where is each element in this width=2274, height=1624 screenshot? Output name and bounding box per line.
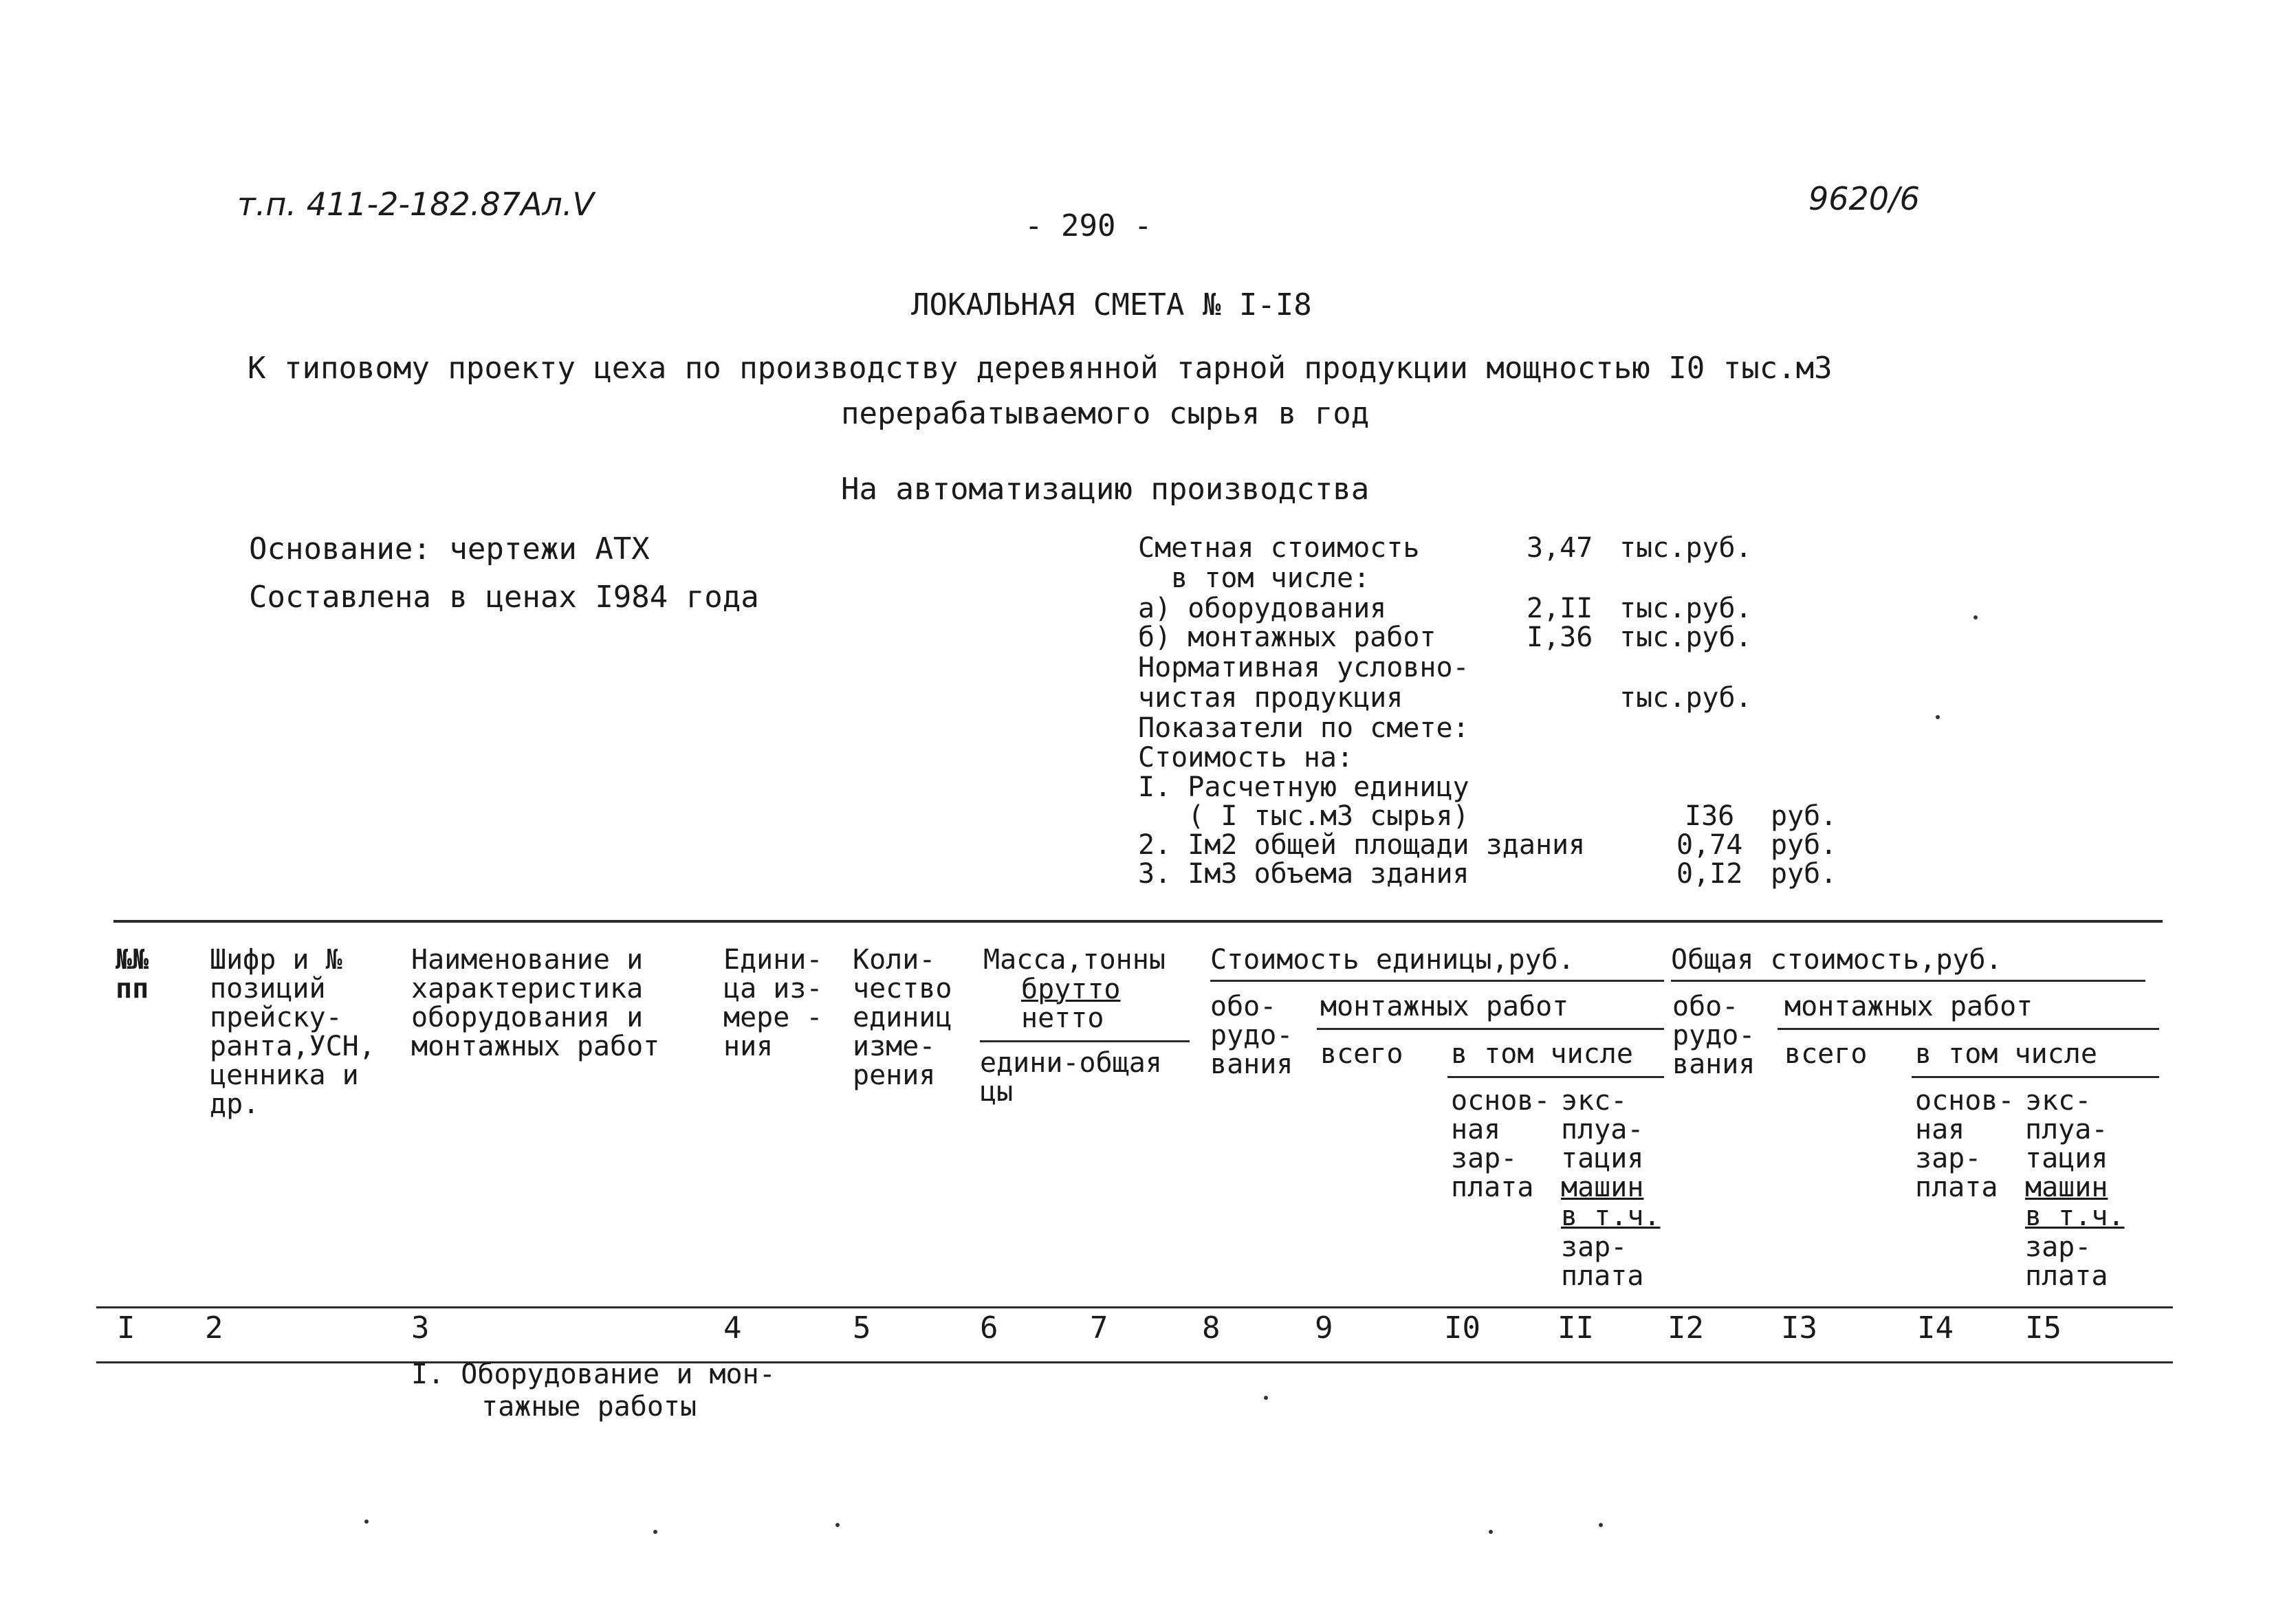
summary-label: а) оборудования [1138, 593, 1387, 624]
column-number: 2 [205, 1310, 223, 1346]
wage-label: зар- плата [1561, 1231, 1644, 1292]
column-number: I3 [1781, 1310, 1817, 1346]
total-label: всего [1320, 1038, 1403, 1070]
scan-speck [653, 1530, 657, 1534]
summary-label: I. Расчетную единицу [1138, 771, 1469, 803]
including-label: в том числе [1915, 1038, 2097, 1070]
summary-label: 2. Iм2 общей площади здания [1138, 829, 1586, 861]
summary-value: 0,74 [1676, 829, 1743, 861]
document-heading: ЛОКАЛЬНАЯ СМЕТА № I-I8 [911, 287, 1312, 322]
base-salary-label: основ- ная зар- плата [1915, 1085, 2015, 1203]
equipment-label: обо- рудо- вания [1672, 991, 1756, 1080]
column-numbers-rule [96, 1361, 2173, 1363]
summary-unit: тыс.руб. [1619, 593, 1752, 624]
including-underline-2 [1912, 1076, 2159, 1078]
incl-wage-label: в т.ч. [2025, 1200, 2125, 1232]
summary-unit: тыс.руб. [1619, 622, 1752, 653]
brutto-label: брутто [1021, 974, 1121, 1005]
col-quantity-header: Коли- чество единиц изме- рения [853, 944, 952, 1091]
scan-speck [1264, 1396, 1268, 1400]
column-number: I5 [2025, 1310, 2062, 1346]
summary-unit: руб. [1771, 829, 1837, 861]
summary-label: в том числе: [1138, 562, 1370, 594]
header-bottom-rule [96, 1306, 2173, 1308]
netto-label: нетто [1021, 1002, 1104, 1034]
column-number: 9 [1315, 1310, 1333, 1346]
project-code: т.п. 411-2-182.87Ал.V [237, 186, 594, 223]
table-top-rule [113, 920, 2163, 923]
scan-speck [1974, 615, 1978, 619]
installation-underline-2 [1778, 1028, 2159, 1030]
mass-divider [980, 1040, 1190, 1042]
basis-foundation: Основание: чертежи АТХ [249, 531, 650, 567]
section-title-line-2: тажные работы [481, 1391, 697, 1423]
subtitle-line-2: перерабатываемого сырья в год [841, 396, 1370, 431]
installation-underline-1 [1317, 1028, 1664, 1030]
summary-unit: тыс.руб. [1619, 682, 1752, 714]
unit-total-label: едини-общая цы [980, 1047, 1162, 1108]
scan-speck [364, 1519, 369, 1524]
subtitle-line-1: К типовому проекту цеха по производству деревянной тарной продукции мощностью I0 тыс.м3 [248, 351, 1833, 386]
column-number: 4 [723, 1310, 742, 1346]
machines-label: машин [2025, 1172, 2108, 1203]
section-heading: На автоматизацию производства [841, 472, 1370, 507]
scan-speck [1599, 1523, 1603, 1527]
column-number: I4 [1917, 1310, 1954, 1346]
machines-label: машин [1561, 1172, 1644, 1203]
basis-prices: Составлена в ценах I984 года [249, 580, 759, 615]
total-label: всего [1784, 1038, 1868, 1070]
column-number: II [1557, 1310, 1594, 1346]
column-number: I [117, 1310, 135, 1346]
summary-label: 3. Iм3 объема здания [1138, 858, 1469, 890]
summary-label: Нормативная условно- [1138, 652, 1469, 683]
summary-unit: руб. [1771, 800, 1837, 832]
page-number: - 290 - [1025, 208, 1152, 243]
column-number: 3 [411, 1310, 430, 1346]
incl-wage-label: в т.ч. [1561, 1200, 1661, 1232]
including-label: в том числе [1451, 1038, 1633, 1070]
summary-label: чистая продукция [1138, 682, 1403, 714]
machine-operation-label: экс- плуа- тация [2025, 1085, 2108, 1174]
column-number: I0 [1444, 1310, 1480, 1346]
machine-operation-label: экс- плуа- тация [1561, 1085, 1644, 1174]
total-cost-underline [1671, 980, 2145, 982]
summary-label: б) монтажных работ [1138, 622, 1436, 653]
summary-unit: руб. [1771, 858, 1837, 890]
column-number: 8 [1202, 1310, 1221, 1346]
col-code-header: Шифр и № позиций прейску- ранта,УСН, ценника и др. [210, 944, 375, 1120]
summary-value: 2,II [1527, 593, 1593, 624]
section-title-line-1: I. Оборудование и мон- [411, 1359, 776, 1390]
unit-cost-underline [1210, 980, 1664, 982]
total-cost-header: Общая стоимость,руб. [1671, 944, 2002, 976]
scan-speck [835, 1523, 840, 1527]
base-salary-label: основ- ная зар- плата [1451, 1085, 1551, 1203]
column-number: 5 [853, 1310, 871, 1346]
summary-label: Сметная стоимость [1138, 532, 1420, 564]
including-underline-1 [1447, 1076, 1664, 1078]
mass-header: Масса,тонны [983, 944, 1166, 976]
summary-label: Стоимость на: [1138, 742, 1354, 773]
summary-value: 0,I2 [1676, 858, 1743, 890]
installation-label: монтажных работ [1784, 991, 2033, 1022]
column-number: I2 [1668, 1310, 1704, 1346]
wage-label: зар- плата [2025, 1231, 2108, 1292]
summary-unit: тыс.руб. [1619, 532, 1752, 564]
column-number: 7 [1090, 1310, 1108, 1346]
scan-speck [1489, 1530, 1493, 1534]
summary-value: 3,47 [1527, 532, 1593, 564]
summary-label: ( I тыс.м3 сырья) [1138, 800, 1469, 832]
col-name-header: Наименование и характеристика оборудования и монтажных работ [411, 944, 660, 1062]
column-number: 6 [980, 1310, 998, 1346]
summary-value: I,36 [1527, 622, 1593, 653]
installation-label: монтажных работ [1320, 991, 1569, 1022]
equipment-label: обо- рудо- вания [1210, 991, 1293, 1080]
archive-number: 9620/6 [1808, 180, 1920, 217]
col-unit-header: Едини- ца из- мере - ния [723, 944, 823, 1062]
unit-cost-header: Стоимость единицы,руб. [1210, 944, 1575, 976]
summary-value: I36 [1685, 800, 1735, 832]
scan-speck [1936, 715, 1940, 719]
col-number-header: №№ пп [116, 944, 149, 1005]
summary-label: Показатели по смете: [1138, 712, 1469, 744]
